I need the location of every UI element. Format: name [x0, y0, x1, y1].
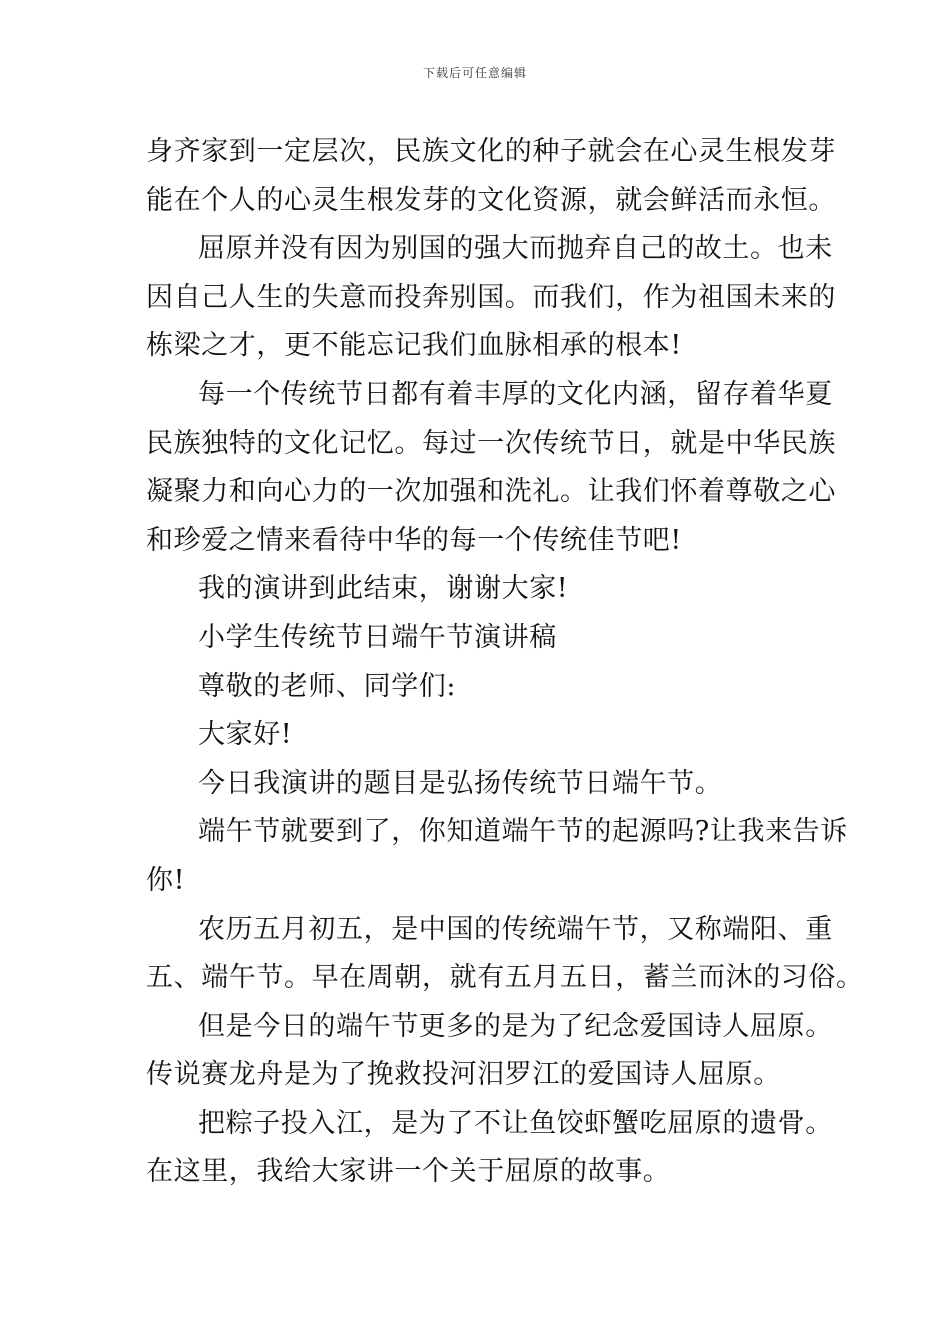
text-line: 屈原并没有因为别国的强大而抛弃自己的故土。也未	[198, 233, 833, 265]
text-line: 农历五月初五，是中国的传统端午节，又称端阳、重	[198, 913, 833, 945]
text-line: 今日我演讲的题目是弘扬传统节日端午节。	[198, 767, 723, 799]
text-line: 把粽子投入江，是为了不让鱼饺虾蟹吃屈原的遗骨。	[198, 1107, 833, 1139]
text-line: 因自己人生的失意而投奔别国。而我们，作为祖国未来的	[146, 281, 836, 313]
salutation: 尊敬的老师、同学们:	[198, 670, 457, 702]
page-header: 下载后可任意编辑	[422, 66, 527, 80]
text-line: 民族独特的文化记忆。每过一次传统节日，就是中华民族	[146, 427, 836, 459]
text-line: 你!	[146, 864, 186, 896]
text-line: 凝聚力和向心力的一次加强和洗礼。让我们怀着尊敬之心	[146, 476, 836, 508]
text-line: 但是今日的端午节更多的是为了纪念爱国诗人屈原。	[198, 1010, 833, 1042]
section-title: 小学生传统节日端午节演讲稿	[198, 621, 557, 653]
text-line: 能在个人的心灵生根发芽的文化资源，就会鲜活而永恒。	[146, 184, 836, 216]
text-line: 在这里，我给大家讲一个关于屈原的故事。	[146, 1156, 671, 1188]
text-line: 和珍爱之情来看待中华的每一个传统佳节吧!	[146, 524, 682, 556]
text-line: 每一个传统节日都有着丰厚的文化内涵，留存着华夏	[198, 378, 833, 410]
text-line: 身齐家到一定层次，民族文化的种子就会在心灵生根发芽	[146, 136, 836, 167]
text-line: 栋梁之才，更不能忘记我们血脉相承的根本!	[146, 330, 682, 362]
greeting: 大家好!	[198, 719, 293, 751]
text-line: 端午节就要到了，你知道端午节的起源吗?让我来告诉	[198, 816, 848, 848]
document-body	[146, 128, 864, 1197]
text-line: 五、端午节。早在周朝，就有五月五日，蓄兰而沐的习俗。	[146, 962, 864, 994]
text-line: 传说赛龙舟是为了挽救投河汨罗江的爱国诗人屈原。	[146, 1059, 781, 1091]
text-line: 我的演讲到此结束，谢谢大家!	[198, 573, 569, 605]
